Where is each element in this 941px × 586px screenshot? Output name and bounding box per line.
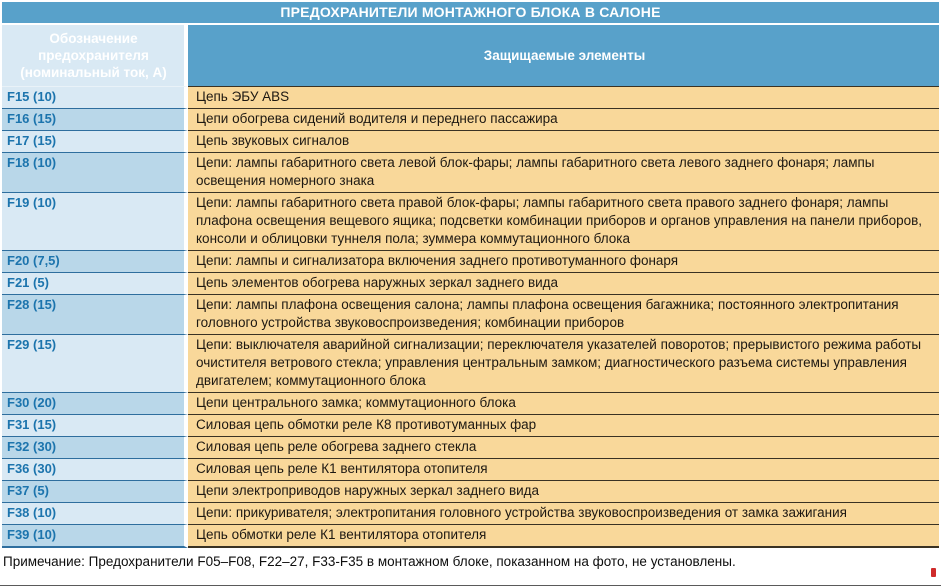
protected-elements-cell: Цепи: лампы и сигнализатора включения заднего противотуманного фонаря (188, 250, 939, 272)
table-row (2, 192, 939, 250)
fuse-id-cell: F21 (5) (2, 272, 188, 294)
table-row (2, 392, 939, 414)
red-artifact-mark (931, 568, 936, 577)
protected-elements-cell: Цепи: лампы габаритного света правой блок-фары; лампы габаритного света правого заднего фонаря; лампы плафона освещения вещевого ящика; подсветки комбинации приборов и органов управления на панели приборов, консоли и облицовки туннеля пола; зуммера коммутационного блока (188, 192, 939, 250)
column-header-elements: Защищаемые элементы (188, 25, 939, 86)
protected-elements-cell: Силовая цепь реле К1 вентилятора отопителя (188, 458, 939, 480)
table-row (2, 524, 939, 548)
fuse-id-cell: F28 (15) (2, 294, 188, 334)
fuse-id-cell: F17 (15) (2, 130, 188, 152)
table-row (2, 86, 939, 108)
fuse-id-cell: F15 (10) (2, 86, 188, 108)
fuse-id-cell: F39 (10) (2, 524, 188, 548)
protected-elements-cell: Цепь элементов обогрева наружных зеркал заднего вида (188, 272, 939, 294)
fuse-id-cell: F36 (30) (2, 458, 188, 480)
table-row (2, 250, 939, 272)
table-row (2, 334, 939, 392)
table-row (2, 414, 939, 436)
fuse-id-cell: F32 (30) (2, 436, 188, 458)
fuse-id-cell: F38 (10) (2, 502, 188, 524)
fuse-id-cell: F19 (10) (2, 192, 188, 250)
protected-elements-cell: Цепь ЭБУ ABS (188, 86, 939, 108)
protected-elements-cell: Цепь обмотки реле К1 вентилятора отопителя (188, 524, 939, 548)
protected-elements-cell: Цепи электроприводов наружных зеркал заднего вида (188, 480, 939, 502)
table-row (2, 294, 939, 334)
table-row (2, 152, 939, 192)
protected-elements-cell: Цепи: прикуривателя; электропитания головного устройства звуковоспроизведения от замка зажигания (188, 502, 939, 524)
fuse-id-cell: F37 (5) (2, 480, 188, 502)
table-header-row (2, 25, 939, 86)
table-row (2, 502, 939, 524)
protected-elements-cell: Цепи центрального замка; коммутационного блока (188, 392, 939, 414)
protected-elements-cell: Силовая цепь обмотки реле К8 противотуманных фар (188, 414, 939, 436)
protected-elements-cell: Цепи обогрева сидений водителя и переднего пассажира (188, 108, 939, 130)
table-row (2, 130, 939, 152)
protected-elements-cell: Цепи: выключателя аварийной сигнализации; переключателя указателей поворотов; прерывистого режима работы очистителя ветрового стекла; управления центральным замком; диагностического разъема системы управления двигателем; коммутационного блока (188, 334, 939, 392)
column-header-fuse: Обозначение предохранителя (номинальный ток, А) (2, 25, 188, 86)
protected-elements-cell: Цепи: лампы плафона освещения салона; лампы плафона освещения багажника; постоянного электропитания головного устройства звуковоспроизведения; комбинации приборов (188, 294, 939, 334)
page-title: ПРЕДОХРАНИТЕЛИ МОНТАЖНОГО БЛОКА В САЛОНЕ (2, 2, 939, 23)
fuse-id-cell: F18 (10) (2, 152, 188, 192)
table-row (2, 436, 939, 458)
table-row (2, 480, 939, 502)
table-body (2, 86, 939, 548)
fuse-id-cell: F30 (20) (2, 392, 188, 414)
footnote: Примечание: Предохранители F05–F08, F22–27, F33-F35 в монтажном блоке, показанном на фото, не установлены. (2, 548, 939, 573)
table-row (2, 272, 939, 294)
fuse-id-cell: F29 (15) (2, 334, 188, 392)
table-row (2, 108, 939, 130)
protected-elements-cell: Цепь звуковых сигналов (188, 130, 939, 152)
table-row (2, 458, 939, 480)
protected-elements-cell: Цепи: лампы габаритного света левой блок-фары; лампы габаритного света левого заднего фонаря; лампы освещения номерного знака (188, 152, 939, 192)
fuse-id-cell: F20 (7,5) (2, 250, 188, 272)
protected-elements-cell: Силовая цепь реле обогрева заднего стекла (188, 436, 939, 458)
fuse-id-cell: F16 (15) (2, 108, 188, 130)
fuse-id-cell: F31 (15) (2, 414, 188, 436)
fuse-table (2, 25, 939, 548)
